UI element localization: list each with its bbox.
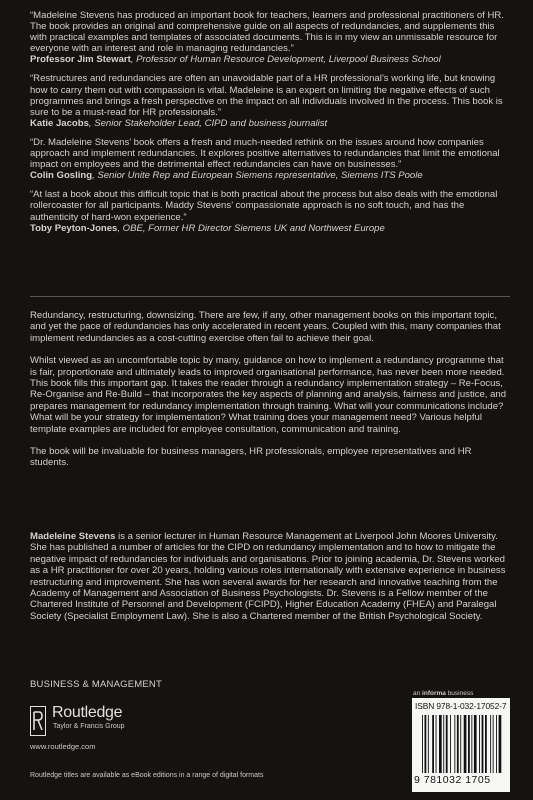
description-paragraph: The book will be invaluable for business managers, HR professionals, employee representatives and HR students. [30,446,472,469]
quote-author-role: , Senior Stakeholder Lead, CIPD and business journalist [88,117,328,129]
quote-author: Toby Peyton-Jones [30,222,118,234]
author-bio [30,531,508,622]
quote-attribution [30,223,510,234]
subject-category: BUSINESS & MANAGEMENT [30,679,162,690]
author-name: Madeleine Stevens [30,531,116,542]
informa-business-label [413,690,473,697]
barcode-bar [432,715,434,773]
endorsement-quote [30,73,510,128]
barcode-panel [412,698,510,792]
barcode-bar [490,715,491,773]
barcode-bar [439,715,442,773]
book-description [30,310,508,480]
quote-author: Professor Jim Stewart [30,54,131,66]
informa-suffix: business [445,690,474,697]
section-divider [30,296,510,297]
endorsements [30,10,510,242]
barcode-bar [493,715,494,773]
barcode-bar [436,715,437,773]
quote-text: “Madeleine Stevens has produced an important book for teachers, learners and professional practitioners of HR. The book provides an original and comprehensive guide on all aspects of redundancies, and supplements this with practical examples and templates of associated documents. This is in my view an unmissable resource for everyone with an interest and role in managing redundancies.” [30,10,504,55]
quote-attribution [30,54,510,65]
quote-author-role: , Professor of Human Resource Development, Liverpool Business School [130,54,441,66]
barcode-bar [499,715,502,773]
publisher-website[interactable]: www.routledge.com [30,742,96,751]
quote-attribution [30,118,510,129]
quote-attribution [30,170,510,181]
barcode-bar [422,715,423,773]
barcode-bar [425,715,427,773]
quote-author-role: , OBE, Former HR Director Siemens UK and Northwest Europe [117,222,385,234]
routledge-mark-icon [30,706,46,736]
publisher-name: Routledge [52,704,123,721]
barcode-bar [482,715,484,773]
author-bio-text: is a senior lecturer in Human Resource Management at Liverpool John Moores University. She has published a number of articles for the CIPD on redundancy implementation and to how to mitigate the negative impact of redundancies for individuals and organisations. Prior to joining academia, Dr. Stevens worked as a HR practitioner for over 20 years, holding various roles internationally with extensive experience in business restructuring and improvement. She has won several awards for her research and innovative teaching from the Academy of Management and Association of Business Psychologists. Dr. Stevens is a Fellow member of the Chartered Institute of Personnel and Development (FCIPD), Higher Education Academy (FHEA) and Paralegal Society (Specialist Employment Law). She is also a Chartered member of the British Psychological Society. [30,531,506,622]
barcode-bar [474,715,477,773]
barcode-bar [468,715,470,773]
description-paragraph: Whilst viewed as an uncomfortable topic by many, guidance on how to implement a redundancy programme that is fair, proportionate and ultimately leads to improved organisational performance, has never been more needed. This book fills this important gap. It takes the reader through a redundancy implementation strategy – Re-Focus, Re-Organise and Re-Build – that incorporates the key aspects of planning and analysis, fairness and justice, and prepares management for redundancy implementation through training. What will your communications include? What will be your strategy for implementation? What training does your management need? Various helpful template examples are included for employee consultation, communication and training. [30,355,507,435]
barcode-bar [471,715,472,773]
endorsement-quote [30,137,510,181]
informa-brand: informa [422,690,446,697]
quote-author: Katie Jacobs [30,117,89,129]
barcode-bar [454,715,455,773]
barcode-icon [422,715,502,773]
quote-text: “Restructures and redundancies are often an unavoidable part of a HR professional’s working life, but knowing how to carry them out with compassion is vital. Madeleine is an expert on limiting the negative effects of such programmes and brings a fresh perspective on the impact on all individuals involved in the process. This book is sure to be a must-read for HR professionals.” [30,73,503,118]
barcode-bar [460,715,461,773]
barcode-bar [485,715,487,773]
endorsement-quote [30,10,510,65]
barcode-bar [446,715,448,773]
barcode-bar [450,715,451,773]
description-paragraph: Redundancy, restructuring, downsizing. There are few, if any, other management books on this important topic, and yet the pace of redundancies has only accelerated in recent years. Coupled with this, many companies that implement redundancies as a cost-cutting exercise often fail to achieve their goal. [30,310,501,344]
quote-author: Colin Gosling [30,170,93,182]
ebook-note: Routledge titles are available as eBook editions in a range of digital formats [30,772,264,779]
quote-text: “Dr. Madeleine Stevens’ book offers a fresh and much-needed rethink on the issues around how companies approach and implement redundancies. It explores positive alternatives to redundancies that limit the emotional impact on employees and the detrimental effect redundancies can have on businesses.” [30,136,500,171]
informa-prefix: an [413,690,423,697]
publisher-group: Taylor & Francis Group [53,723,125,730]
quote-author-role: , Senior Unite Rep and European Siemens representative, Siemens ITS Poole [92,170,423,182]
barcode-bar [479,715,480,773]
barcode-bar [496,715,497,773]
quote-text: “At last a book about this difficult topic that is both practical about the process but also deals with the emotional rollercoaster for all participants. Maddy Stevens’ compassionate approach is no soft touch, and has the authenticity of hard-won experience.” [30,189,498,223]
barcode-bar [428,715,429,773]
isbn-text: ISBN 978-1-032-17052-7 [415,701,507,711]
barcode-bar [443,715,444,773]
endorsement-quote [30,189,510,233]
barcode-bar [464,715,467,773]
barcode-bar [457,715,459,773]
barcode-digits: 9 781032 1705 [414,774,491,786]
